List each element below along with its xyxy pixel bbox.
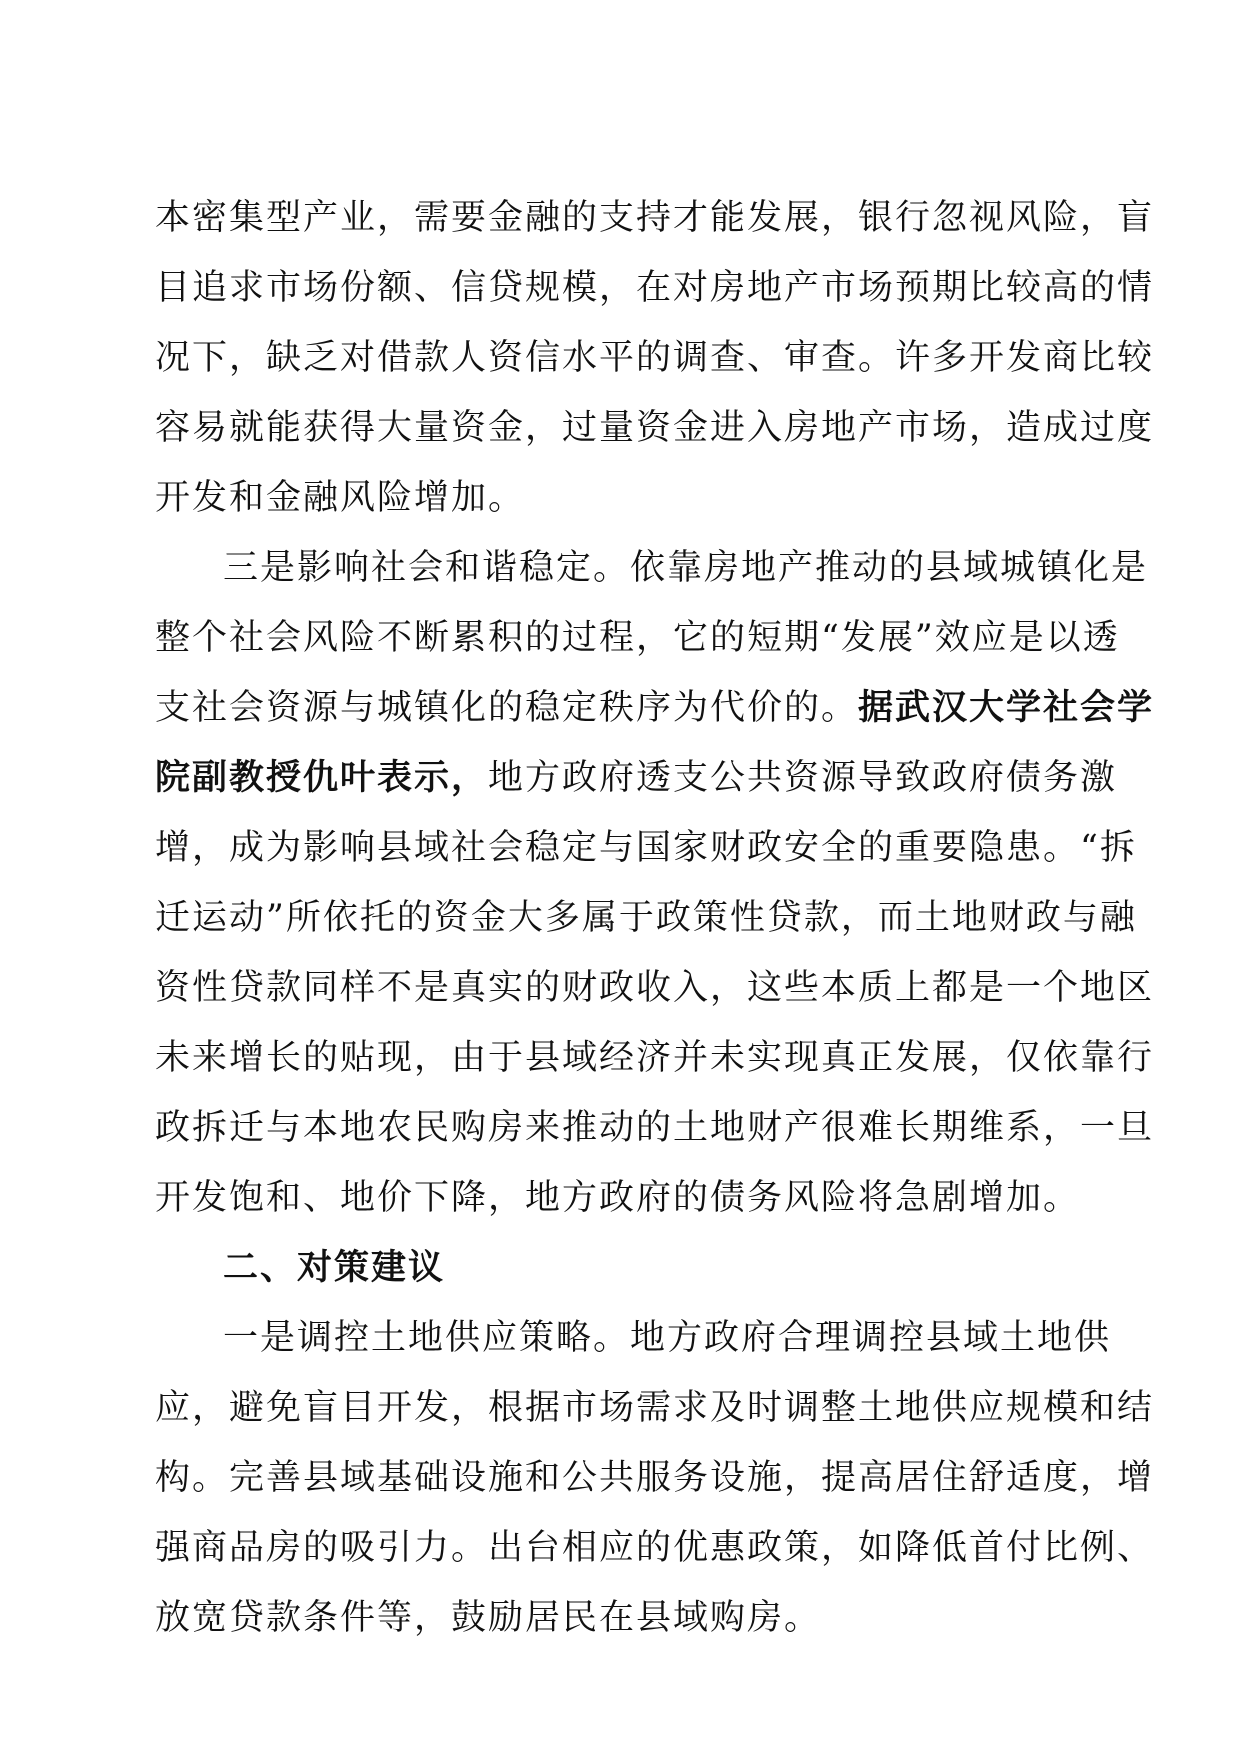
paragraph-text: 地方政府透支公共资源导致政府债务激 — [488, 758, 1118, 798]
paragraph-line — [155, 673, 1155, 743]
paragraph-line: 目追求市场份额、信贷规模，在对房地产市场预期比较高的情 — [155, 268, 1155, 308]
paragraph-line: 容易就能获得大量资金，过量资金进入房地产市场，造成过度 — [155, 408, 1155, 448]
bold-citation-text: 据武汉大学社会学 — [858, 687, 1155, 728]
paragraph-line: 开发和金融风险增加。 — [155, 478, 526, 518]
paragraph-line: 政拆迁与本地农民购房来推动的土地财产很难长期维系，一旦 — [155, 1108, 1155, 1148]
document-body — [155, 183, 1155, 1653]
paragraph-line: 整个社会风险不断累积的过程，它的短期“发展”效应是以透 — [155, 618, 1120, 658]
paragraph-line: 应，避免盲目开发，根据市场需求及时调整土地供应规模和结 — [155, 1388, 1155, 1428]
paragraph-line: 未来增长的贴现，由于县域经济并未实现真正发展，仅依靠行 — [155, 1038, 1155, 1078]
paragraph-text: 支社会资源与城镇化的稳定秩序为代价的。 — [155, 688, 859, 728]
paragraph-line: 资性贷款同样不是真实的财政收入，这些本质上都是一个地区 — [155, 968, 1155, 1008]
bold-citation-text: 院副教授仇叶表示， — [155, 757, 489, 798]
paragraph-line: 迁运动”所依托的资金大多属于政策性贷款，而土地财政与融 — [155, 898, 1137, 938]
paragraph-line: 况下，缺乏对借款人资信水平的调查、审查。许多开发商比较 — [155, 338, 1155, 378]
paragraph-line: 一是调控土地供应策略。地方政府合理调控县域土地供 — [223, 1318, 1112, 1358]
section-heading: 二、对策建议 — [223, 1247, 446, 1288]
paragraph-line: 放宽贷款条件等，鼓励居民在县域购房。 — [155, 1598, 822, 1638]
paragraph-line: 本密集型产业，需要金融的支持才能发展，银行忽视风险，盲 — [155, 198, 1155, 238]
paragraph-line: 强商品房的吸引力。出台相应的优惠政策，如降低首付比例、 — [155, 1528, 1155, 1568]
paragraph-line: 三是影响社会和谐稳定。依靠房地产推动的县域城镇化是 — [223, 548, 1149, 588]
paragraph-line: 开发饱和、地价下降，地方政府的债务风险将急剧增加。 — [155, 1178, 1081, 1218]
paragraph-line: 构。完善县域基础设施和公共服务设施，提高居住舒适度，增 — [155, 1458, 1155, 1498]
paragraph-line — [155, 743, 1118, 813]
paragraph-line: 增，成为影响县域社会稳定与国家财政安全的重要隐患。“拆 — [155, 828, 1137, 868]
